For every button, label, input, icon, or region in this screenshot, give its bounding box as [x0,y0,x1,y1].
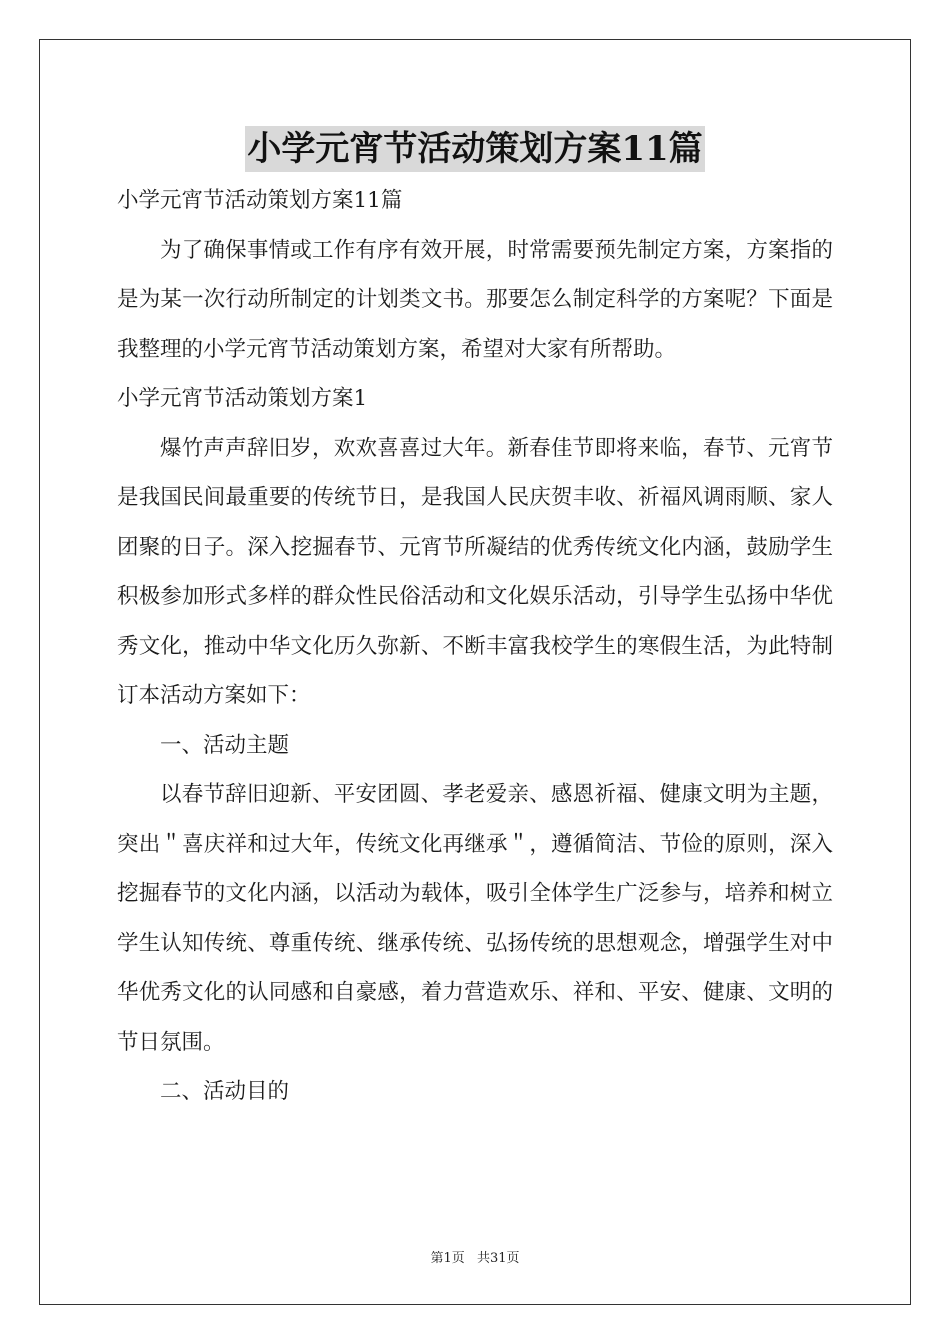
page-number: 第1页 [430,1251,465,1266]
theme-paragraph: 以春节辞旧迎新、平安团圆、孝老爱亲、感恩祈福、健康文明为主题，突出＂喜庆祥和过大年，传统文化再继承＂，遵循简洁、节俭的原则，深入挖掘春节的文化内涵，以活动为载体，吸引全体学生广泛参与，培养和树立学生认知传统、尊重传统、继承传统、弘扬传统的思想观念，增强学生对中华优秀文化的认同感和自豪感，着力营造欢乐、祥和、平安、健康、文明的节日氛围。 [117,782,833,1055]
section-heading-1: 小学元宵节活动策划方案1 [117,386,368,411]
document-subtitle: 小学元宵节活动策划方案11篇 [117,188,403,213]
total-pages: 共31页 [476,1251,520,1266]
document-title: 小学元宵节活动策划方案11篇 [245,126,704,172]
document-body [117,176,833,1117]
page-footer [0,1247,950,1266]
purpose-heading: 二、活动目的 [160,1079,290,1104]
section-1-paragraph: 爆竹声声辞旧岁，欢欢喜喜过大年。新春佳节即将来临，春节、元宵节是我国民间最重要的传统节日，是我国人民庆贺丰收、祈福风调雨顺、家人团聚的日子。深入挖掘春节、元宵节所凝结的优秀传统文化内涵，鼓励学生积极参加形式多样的群众性民俗活动和文化娱乐活动，引导学生弘扬中华优秀文化，推动中华文化历久弥新、不断丰富我校学生的寒假生活，为此特制订本活动方案如下： [117,435,833,708]
theme-heading: 一、活动主题 [160,732,290,758]
title-container [0,126,950,172]
intro-paragraph: 为了确保事情或工作有序有效开展，时常需要预先制定方案，方案指的是为某一次行动所制定的计划类文书。那要怎么制定科学的方案呢？下面是我整理的小学元宵节活动策划方案，希望对大家有所帮助。 [117,237,833,362]
